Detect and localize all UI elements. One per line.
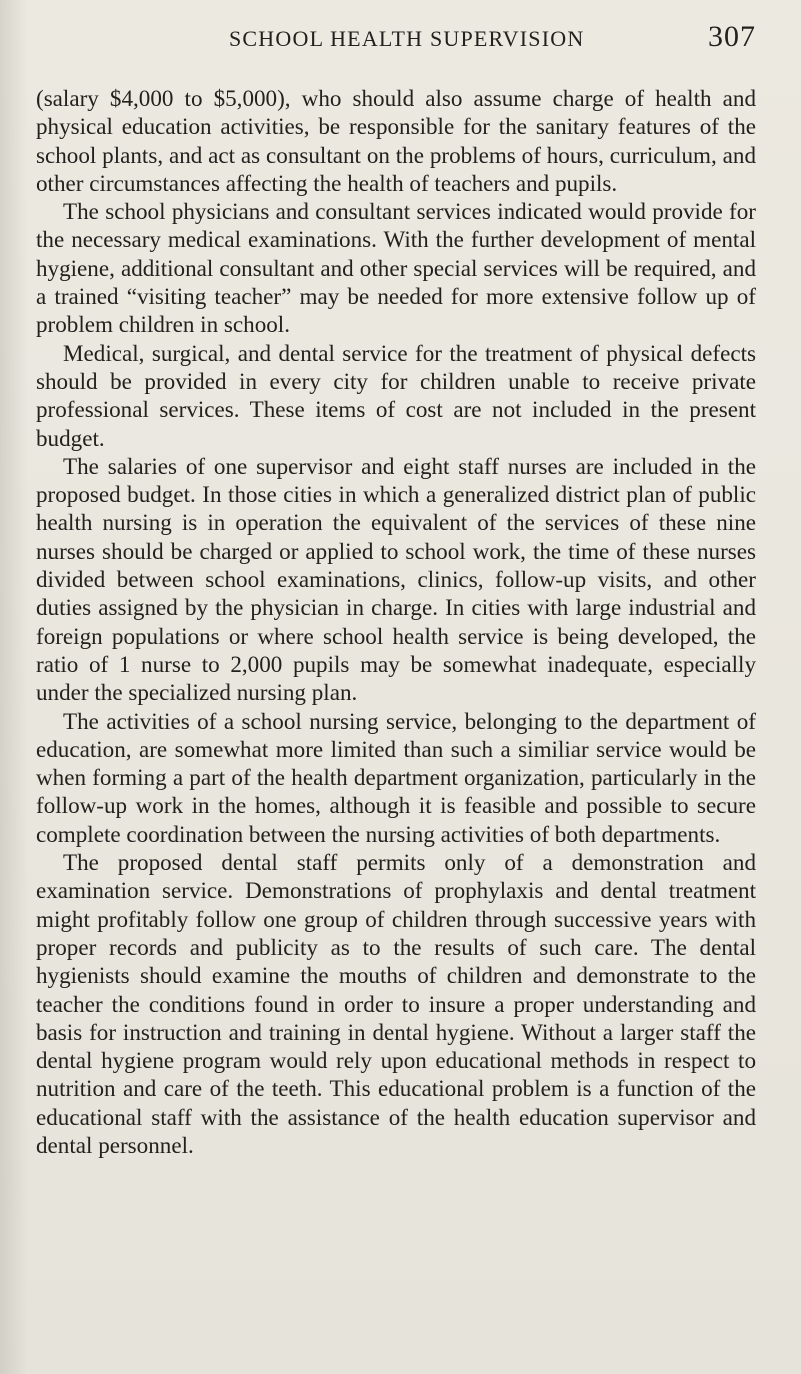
paragraph-dental-staff: The proposed dental staff permits only of a demonstration and examination service. Demonstrations of prophylaxis and dental treatment might profitably follow one group of children through successive years with proper records and publicity as to the results of such care. The dental hygienists should examine the mouths of children and demonstrate to the teacher the conditions found in order to insure a proper understanding and basis for instruction and training in dental hygiene. Without a larger staff the dental hygiene program would rely upon educational methods in respect to nutrition and care of the teeth. This educational problem is a function of the educational staff with the assistance of the health education supervisor and dental personnel. — [36, 849, 756, 1158]
running-head — [229, 20, 756, 56]
paragraph-school-nursing-activities: The activities of a school nursing service, belonging to the department of education, are somewhat more limited than such a similiar service would be when forming a part of the health department organization, particularly in the follow-up work in the homes, although it is feasible and possible to secure complete coordination between the nursing activities of both departments. — [36, 707, 756, 847]
paragraph-school-physicians: The school physicians and consultant services indicated would provide for the necessary medical examinations. With the further development of mental hygiene, additional consultant and other special services will be required, and a trained “visiting teacher” may be needed for more extensive follow up of problem children in school. — [36, 198, 756, 338]
paragraph-nurse-salaries: The salaries of one supervisor and eight staff nurses are included in the proposed budget. In those cities in which a generalized district plan of public health nursing is in operation the equivalent of the services of these nine nurses should be charged or applied to school work, the time of these nurses divided between school examinations, clinics, follow-up visits, and other duties assigned by the physician in charge. In cities with large industrial and foreign populations or where school health service is being developed, the ratio of 1 nurse to 2,000 pupils may be somewhat inadequate, especially under the specialized nursing plan. — [36, 452, 756, 706]
body-text — [36, 84, 756, 1159]
page-number: 307 — [708, 20, 756, 53]
paragraph-salary-continuation: (salary $4,000 to $5,000), who should also assume charge of health and physical education activities, be responsible for the sanitary features of the school plants, and act as consultant on the problems of hours, curriculum, and other circumstances affecting the health of teachers and pupils. — [36, 85, 756, 196]
paragraph-medical-dental-service: Medical, surgical, and dental service for the treatment of physical defects should be provided in every city for children unable to receive private professional services. These items of cost are not included in the present budget. — [36, 339, 756, 451]
running-title: SCHOOL HEALTH SUPERVISION — [229, 26, 585, 51]
